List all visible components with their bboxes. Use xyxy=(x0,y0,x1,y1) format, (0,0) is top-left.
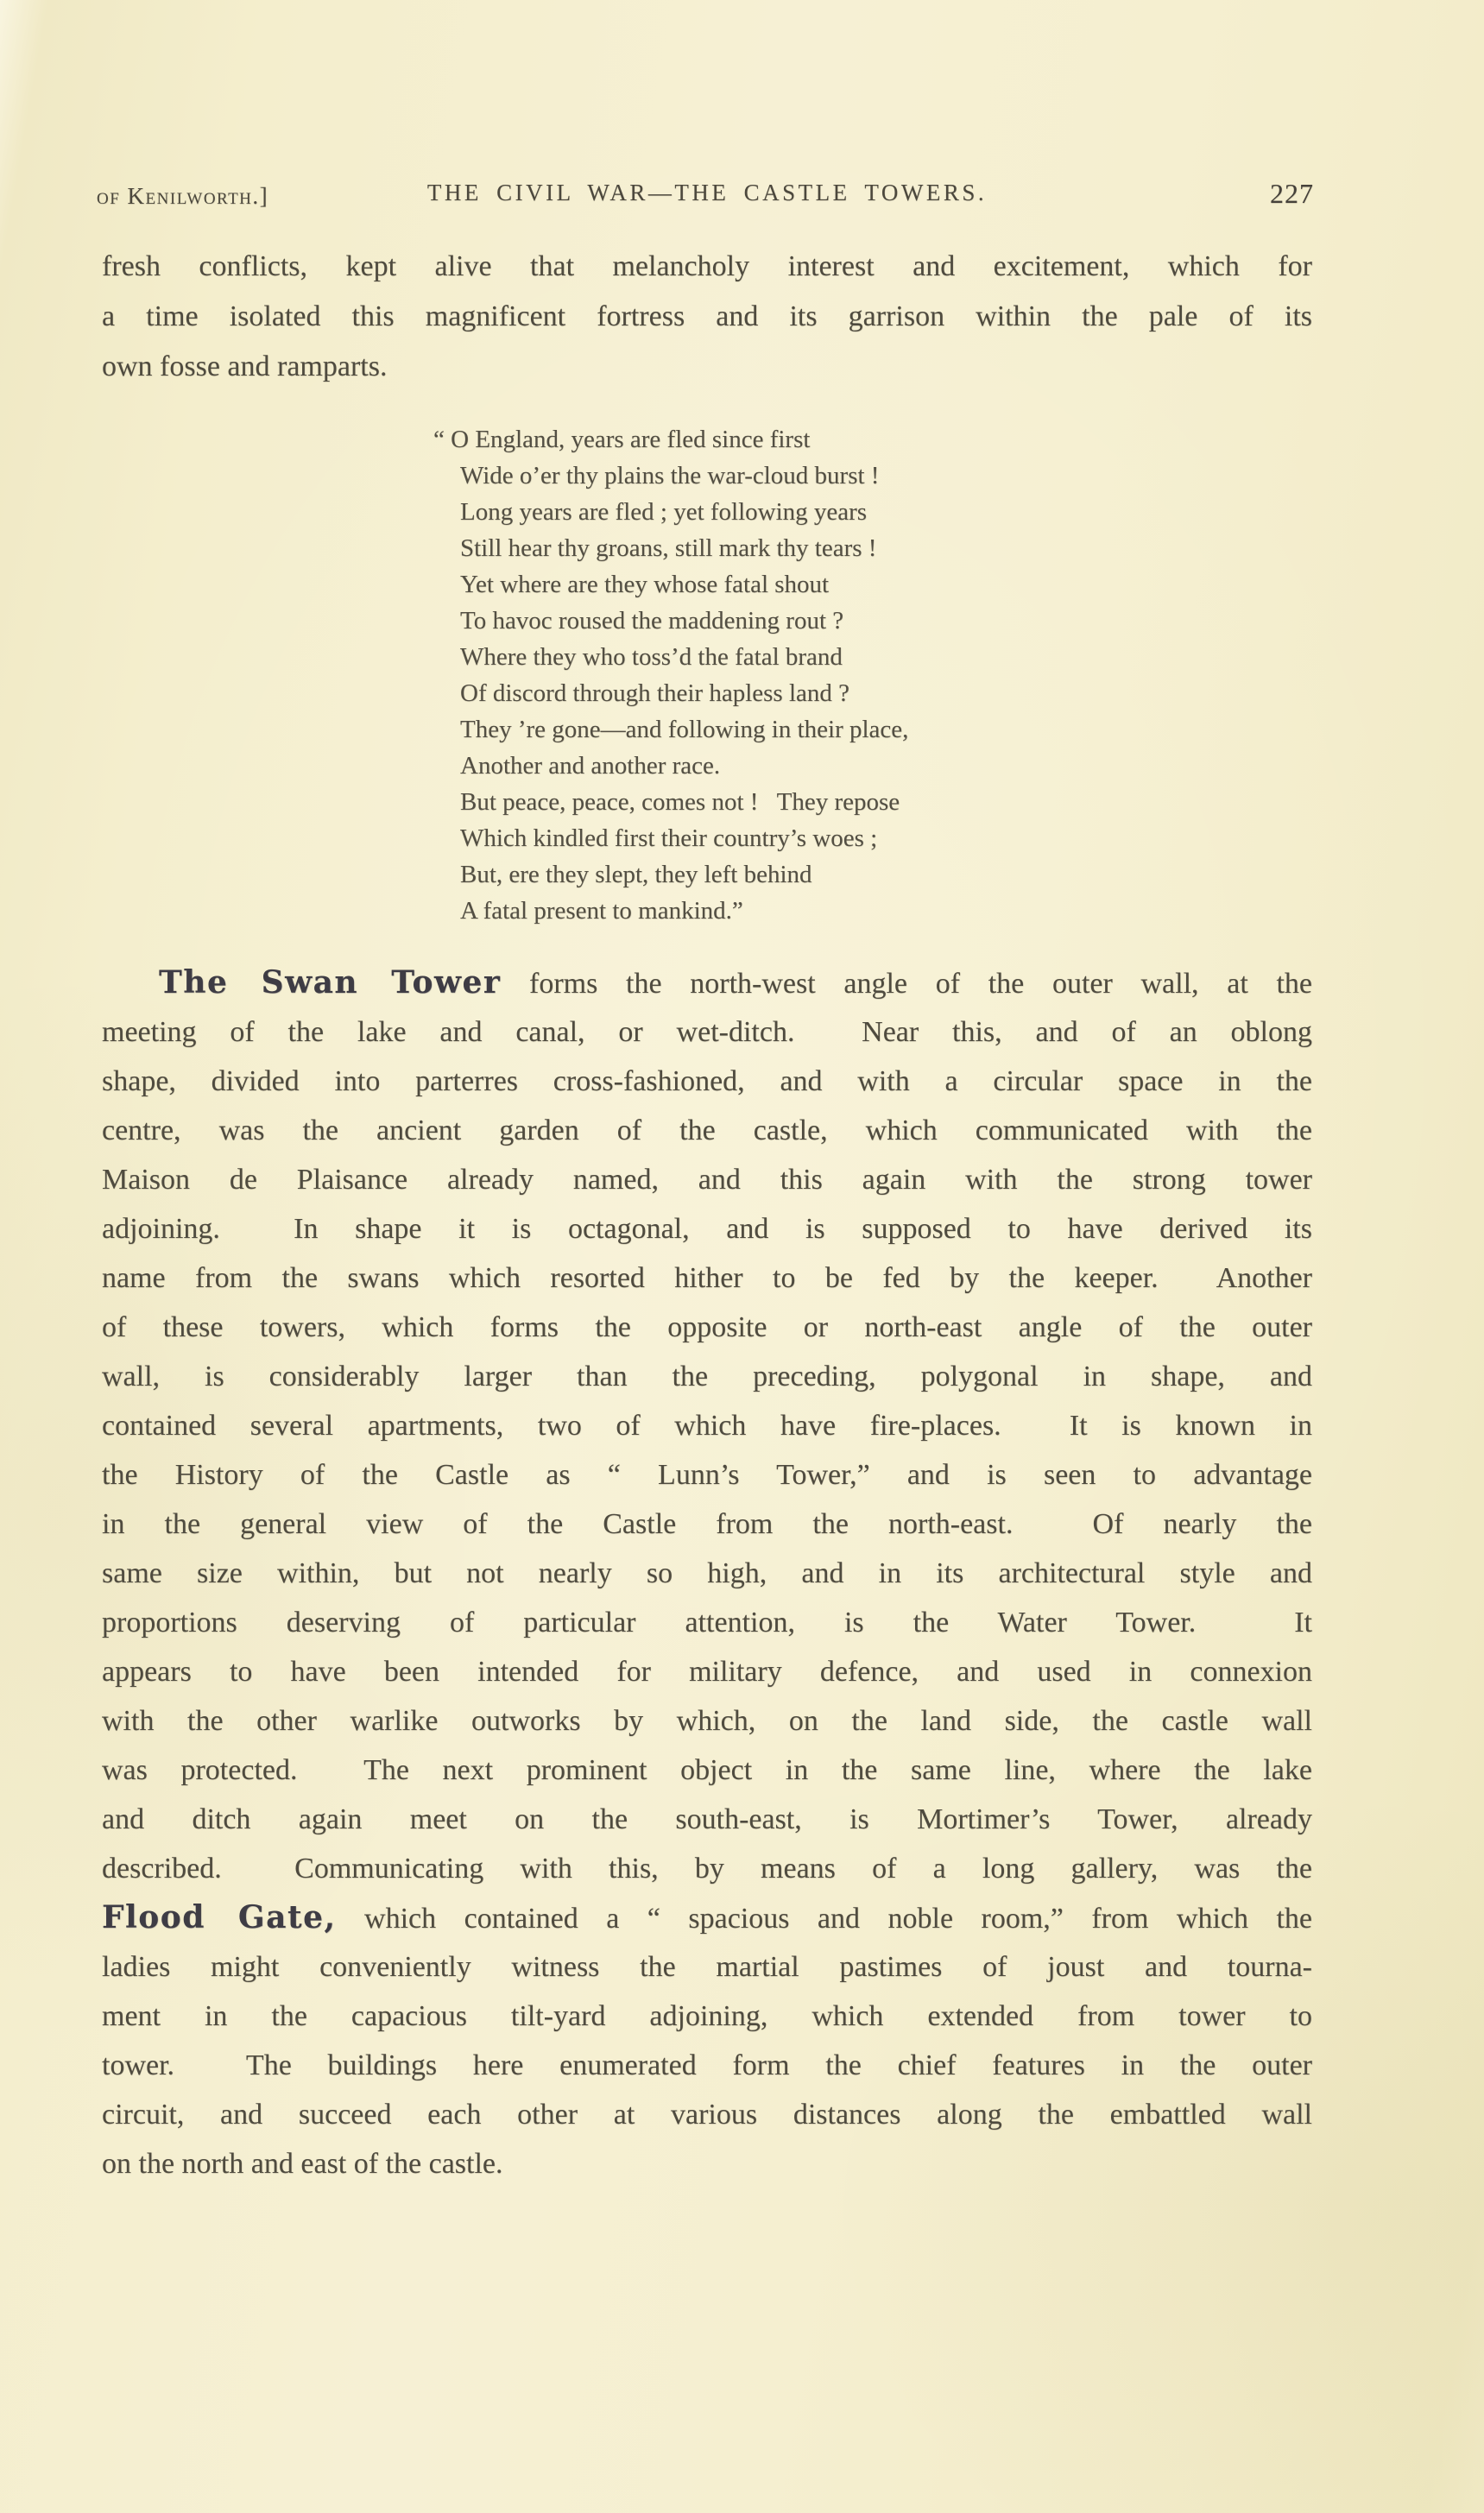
text-line xyxy=(460,856,1306,893)
text-segment: A fatal present to mankind.” xyxy=(460,897,743,925)
page-number: 227 xyxy=(1270,178,1314,209)
text-line xyxy=(460,711,1306,748)
text-line xyxy=(460,603,1306,639)
text-segment: own fosse and ramparts. xyxy=(102,350,388,382)
text-line xyxy=(460,566,1306,603)
text-segment: centre, was the ancient garden of the castle, which communicated with the xyxy=(102,1114,1312,1146)
poem-block xyxy=(433,421,1306,929)
text-segment: the History of the Castle as “ Lunn’s Tower,” and is seen to advantage xyxy=(102,1459,1312,1491)
text-segment: tower. The buildings here enumerated form the chief features in the outer xyxy=(102,2049,1312,2081)
text-segment: To havoc roused the maddening rout ? xyxy=(460,607,844,635)
text-segment: proportions deserving of particular attention, is the Water Tower. It xyxy=(102,1607,1312,1639)
running-header-left: of Kenilworth.] xyxy=(97,183,269,209)
text-segment: described. Communicating with this, by means of a long gallery, was the xyxy=(102,1853,1312,1885)
text-line xyxy=(460,675,1306,711)
text-line xyxy=(102,2041,1312,2090)
text-line xyxy=(102,1401,1312,1450)
text-segment: fresh conflicts, kept alive that melancholy interest and excitement, which for xyxy=(102,250,1312,282)
text-line xyxy=(102,342,1312,392)
text-segment: name from the swans which resorted hither to be fed by the keeper. Another xyxy=(102,1262,1312,1294)
text-segment: Still hear thy groans, still mark thy tears ! xyxy=(460,534,877,562)
text-line xyxy=(102,1992,1312,2041)
text-line xyxy=(102,1204,1312,1253)
text-line xyxy=(433,421,1306,458)
text-line xyxy=(102,242,1312,292)
text-segment: They ’re gone—and following in their place, xyxy=(460,716,909,743)
text-line xyxy=(460,639,1306,675)
text-segment: Where they who toss’d the fatal brand xyxy=(460,643,843,671)
text-segment: which contained a “ spacious and noble room,” from which the xyxy=(336,1903,1312,1935)
text-line xyxy=(460,820,1306,856)
running-header-title: THE CIVIL WAR—THE CASTLE TOWERS. xyxy=(426,180,988,205)
text-segment: But, ere they slept, they left behind xyxy=(460,861,812,888)
text-line xyxy=(102,1696,1312,1746)
text-segment: forms the north-west angle of the outer wall, at the xyxy=(501,968,1313,1000)
text-segment: same size within, but not nearly so high, and in its architectural style and xyxy=(102,1557,1312,1589)
text-line xyxy=(102,1057,1312,1106)
text-line xyxy=(102,1844,1312,1893)
text-segment: Of discord through their hapless land ? xyxy=(460,679,850,707)
text-line xyxy=(102,1253,1312,1303)
text-segment: appears to have been intended for military defence, and used in connexion xyxy=(102,1656,1312,1688)
text-line xyxy=(102,958,1312,1007)
text-line xyxy=(102,1007,1312,1057)
text-line xyxy=(460,494,1306,530)
text-line xyxy=(102,2139,1312,2188)
text-segment: circuit, and succeed each other at various distances along the embattled wall xyxy=(102,2099,1312,2131)
text-segment: But peace, peace, comes not ! They repose xyxy=(460,788,900,816)
text-segment: and ditch again meet on the south-east, is Mortimer’s Tower, already xyxy=(102,1803,1312,1835)
text-segment: of these towers, which forms the opposite or north-east angle of the outer xyxy=(102,1311,1312,1343)
text-line xyxy=(102,2090,1312,2139)
text-segment: adjoining. In shape it is octagonal, and is supposed to have derived its xyxy=(102,1213,1312,1245)
text-line xyxy=(102,1106,1312,1155)
text-segment: “ O England, years are fled since first xyxy=(433,426,811,453)
text-line xyxy=(102,292,1312,342)
text-segment: contained several apartments, two of which have fire-places. It is known in xyxy=(102,1410,1312,1442)
text-segment: Yet where are they whose fatal shout xyxy=(460,571,830,598)
text-line xyxy=(102,1303,1312,1352)
text-line xyxy=(102,1893,1312,1942)
text-segment: with the other warlike outworks by which, on the land side, the castle wall xyxy=(102,1705,1312,1737)
text-segment: shape, divided into parterres cross-fashioned, and with a circular space in the xyxy=(102,1065,1312,1097)
text-segment: a time isolated this magnificent fortress and its garrison within the pale of its xyxy=(102,300,1312,332)
text-segment: Maison de Plaisance already named, and this again with the strong tower xyxy=(102,1164,1312,1196)
blackletter-phrase: Flood Gate, xyxy=(102,1899,337,1935)
running-header xyxy=(97,176,1314,216)
text-line xyxy=(460,748,1306,784)
text-segment: ladies might conveniently witness the martial pastimes of joust and tourna- xyxy=(102,1951,1312,1983)
text-segment: Long years are fled ; yet following years xyxy=(460,498,868,526)
text-line xyxy=(102,1746,1312,1795)
text-segment: wall, is considerably larger than the preceding, polygonal in shape, and xyxy=(102,1361,1312,1392)
text-line xyxy=(102,1155,1312,1204)
text-segment: on the north and east of the castle. xyxy=(102,2148,503,2180)
main-paragraph xyxy=(102,958,1312,2188)
text-segment: in the general view of the Castle from the north-east. Of nearly the xyxy=(102,1508,1312,1540)
blackletter-phrase: The Swan Tower xyxy=(159,964,502,1001)
text-segment: Wide o’er thy plains the war-cloud burst ! xyxy=(460,462,880,489)
intro-paragraph xyxy=(102,242,1312,392)
text-segment: ment in the capacious tilt-yard adjoining, which extended from tower to xyxy=(102,2000,1312,2032)
text-line xyxy=(460,530,1306,566)
text-line xyxy=(102,1450,1312,1500)
text-segment: was protected. The next prominent object in the same line, where the lake xyxy=(102,1754,1312,1786)
text-line xyxy=(460,784,1306,820)
text-line xyxy=(102,1500,1312,1549)
text-segment: Which kindled first their country’s woes ; xyxy=(460,824,878,852)
text-line xyxy=(460,893,1306,929)
text-line xyxy=(102,1647,1312,1696)
text-line xyxy=(460,458,1306,494)
text-line xyxy=(102,1549,1312,1598)
text-line xyxy=(102,1598,1312,1647)
text-line xyxy=(102,1942,1312,1992)
text-segment: meeting of the lake and canal, or wet-ditch. Near this, and of an oblong xyxy=(102,1016,1312,1048)
text-segment: Another and another race. xyxy=(460,752,721,780)
text-line xyxy=(102,1795,1312,1844)
text-line xyxy=(102,1352,1312,1401)
